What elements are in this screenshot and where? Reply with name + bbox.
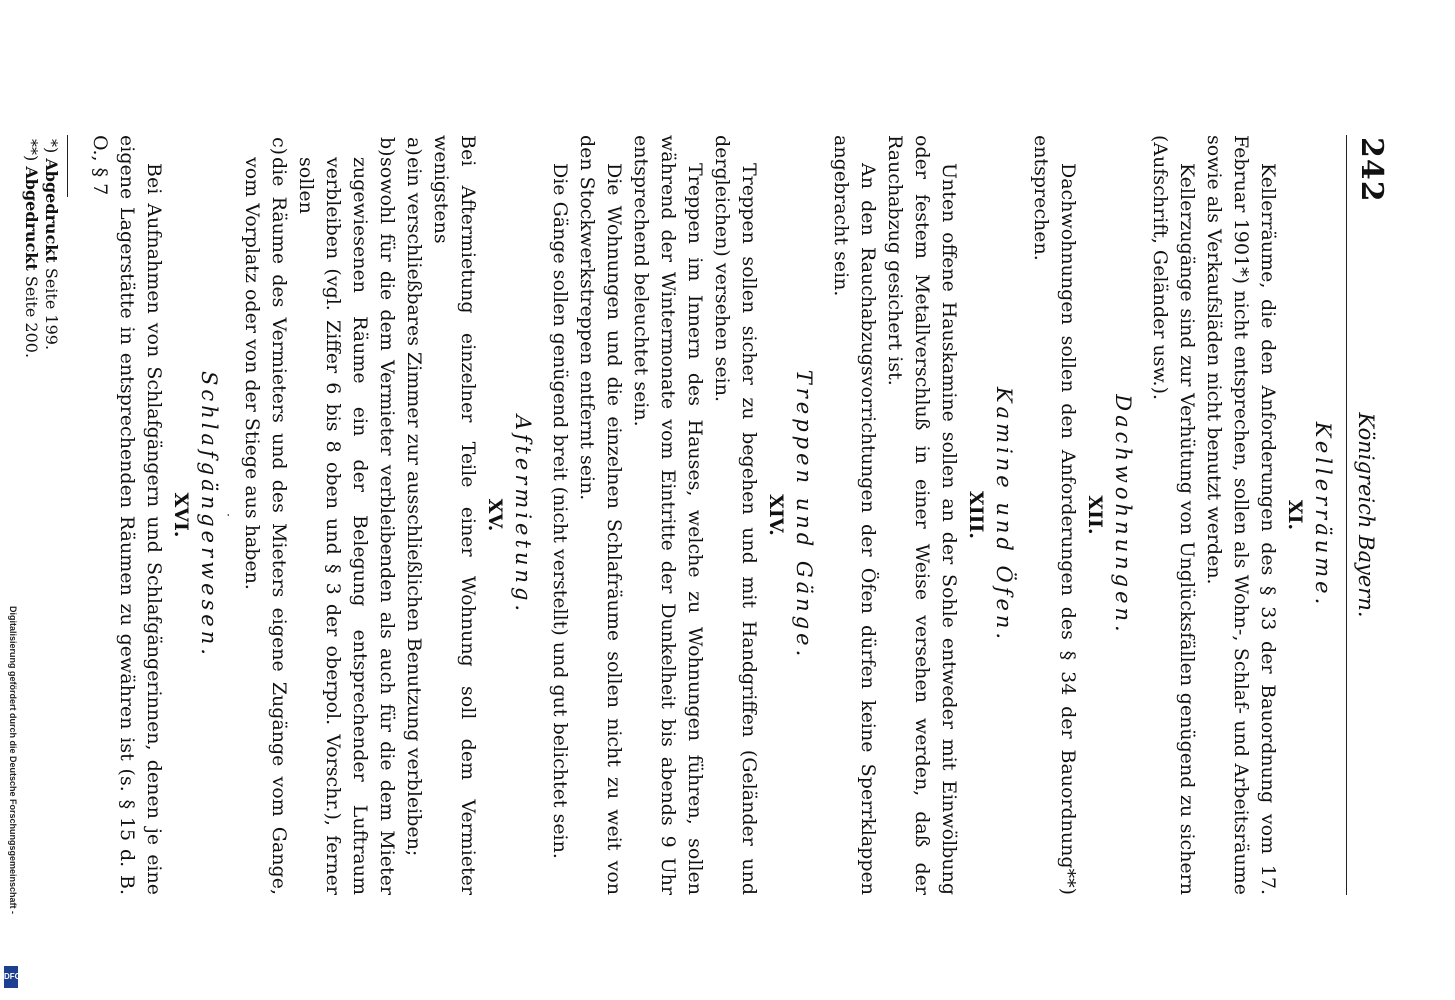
page-header	[1346, 135, 1389, 895]
section-number-xi: XI.	[1284, 499, 1306, 531]
rotated-page	[22, 135, 1389, 895]
footnote	[21, 135, 41, 895]
list-item	[292, 135, 400, 895]
paragraph: Unten offene Hauskamine sollen an der Sohle entweder mit Einwölbung oder festem Metallverschluß in einer Weise versehen werden, daß der Rauchabzug gesichert ist.	[884, 135, 960, 895]
paragraph: Dachwohnungen sollen den Anforderungen des § 34 der Bauordnung**) entsprechen.	[1030, 135, 1079, 895]
section-number-xv: XV.	[484, 498, 506, 532]
dfg-logo: DFG	[4, 966, 18, 988]
footnote-text: Seite 199.	[42, 262, 61, 351]
footnote	[41, 135, 61, 895]
footnote-label: Abgedruckt	[22, 166, 41, 271]
paragraph: Kellerzugänge sind zur Verhütung von Unglücksfällen genügend zu sichern (Aufschrift, Geländer usw.).	[1149, 135, 1198, 895]
section-title-kellerraeume: Kellerräume.	[1311, 421, 1335, 609]
list-item-label: c)	[268, 137, 290, 156]
credit-text: Digitalisierung gefördert durch die Deutsche Forschungsgemeinschaft -	[8, 606, 18, 915]
paragraph: Die Gänge sollen genügend breit (nicht verstellt) und gut belichtet sein.	[549, 163, 571, 859]
section-title-dachwohnungen: Dachwohnungen.	[1111, 394, 1135, 636]
footnote-text: Seite 200.	[22, 270, 41, 359]
footnote-rule	[67, 135, 68, 197]
section-title-aftermietung: Aftermietung.	[511, 414, 535, 616]
paragraph: Die Wohnungen und die einzelnen Schlafräume sollen nicht zu weit von den Stockwerkstreppen entfernt sein.	[576, 135, 625, 895]
digitization-credit	[0, 0, 22, 1000]
paragraph: An den Rauchabzugsvorrichtungen der Öfen dürfen keine Sperrklappen angebracht sein.	[830, 135, 879, 895]
list-item-text: die Räume des Vermieters und des Mieters eigene Zugänge vom Gange, vom Vorplatz oder von der Stiege aus haben.	[241, 157, 290, 895]
list-item	[400, 135, 427, 895]
section-number-xiv: XIV.	[765, 494, 787, 536]
list-item-label: a)	[403, 137, 425, 156]
section-title-schlafgaenger: Schlafgängerwesen.	[197, 371, 221, 659]
paragraph: Bei Aftermietung einzelner Teile einer Wohnung soll dem Vermieter wenigstens	[430, 135, 479, 895]
section-number-xii: XII.	[1084, 495, 1106, 535]
paragraph: Kellerräume, die den Anforderungen des § 33 der Bauordnung vom 17. Februar 1901*) nicht entsprechen, sollen als Wohn-, Schlaf- und Arbeitsräume sowie als Verkaufsläden nicht benutzt werden.	[1203, 135, 1279, 895]
list-item-text: sowohl für die dem Vermieter verbleibenden als auch für die dem Mieter zugewiesenen Räume ein der Belegung entsprechender Luftraum verbleiben (vgl. Ziffer 6 bis 8 oben und § 3 der oberpol. Vorschr.), ferner sollen	[295, 157, 398, 895]
separator-dot: ·	[221, 513, 235, 517]
running-head: Königreich Bayern.	[1354, 412, 1378, 618]
list-item-text: ein verschließbares Zimmer zur ausschließlichen Benutzung verbleiben;	[403, 157, 425, 857]
list-item	[238, 135, 292, 895]
section-title-treppen: Treppen und Gänge.	[792, 369, 816, 661]
footnote-label: Abgedruckt	[42, 158, 61, 263]
paragraph: Treppen im Innern des Hauses, welche zu Wohnungen führen, sollen während der Wintermonate vom Eintritte der Dunkelheit bis abends 9 Uhr entsprechend beleuchtet sein.	[630, 135, 706, 895]
list-item-label: b)	[376, 137, 398, 157]
footnote-mark: *)	[42, 139, 61, 154]
section-number-xiii: XIII.	[965, 490, 987, 540]
paragraph: Bei Aufnahmen von Schlafgängern und Schlafgängerinnen, denen je eine eigene Lagerstätte in entsprechenden Räumen zu gewähren ist (s. § 15 d. B. O., § 7	[89, 135, 165, 895]
section-number-xvi: XVI.	[170, 492, 192, 538]
lettered-list	[238, 135, 427, 895]
footnote-mark: **)	[22, 139, 41, 162]
paragraph: Treppen sollen sicher zu begehen und mit Handgriffen (Geländer und dergleichen) versehen sein.	[711, 135, 760, 895]
page-number: 242	[1354, 137, 1389, 203]
section-title-kamine: Kamine und Öfen.	[992, 386, 1016, 644]
